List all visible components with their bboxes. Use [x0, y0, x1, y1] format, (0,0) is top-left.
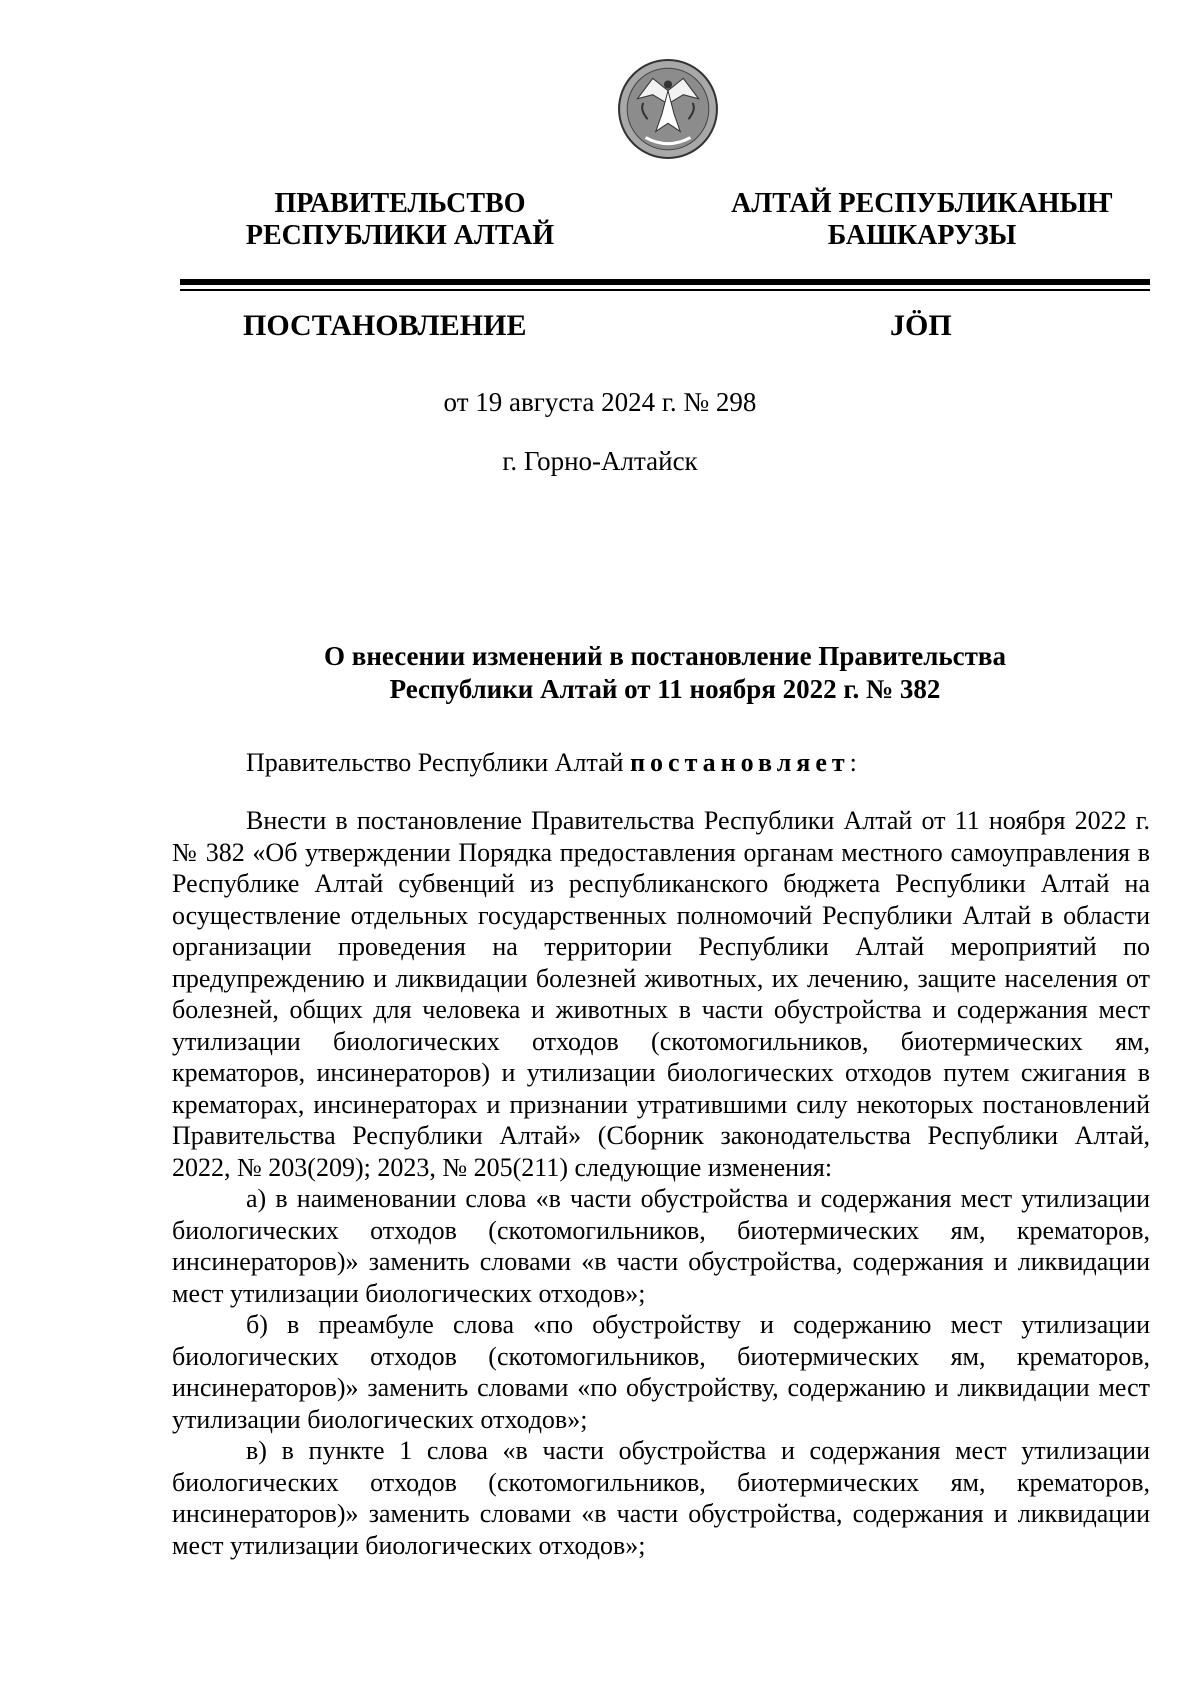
date-number: от 19 августа 2024 г. № 298	[443, 387, 757, 417]
city: г. Горно-Алтайск	[502, 446, 698, 476]
header-divider-thin	[180, 289, 1150, 291]
title-line: Республики Алтай от 11 ноября 2022 г. № 382	[389, 674, 941, 704]
document-body	[172, 805, 1150, 1561]
resolution-statement	[246, 747, 857, 779]
resolution-verb: постановляет	[630, 748, 850, 777]
body-paragraph: в) в пункте 1 слова «в части обустройства и содержания мест утилизации биологических отходов (скотомогильников, биотермических ям, крематоров, инсинераторов)» заменить словами «в части обустройства, содержания и ликвидации мест утилизации биологических отходов»;	[172, 1436, 1150, 1560]
org-name-line: БАШКАРУЗЫ	[827, 220, 1017, 251]
coat-of-arms-emblem	[617, 58, 719, 160]
org-name-altai	[722, 188, 1122, 252]
header-divider-thick	[180, 279, 1150, 285]
body-paragraph: Внести в постановление Правительства Республики Алтай от 11 ноября 2022 г. № 382 «Об утверждении Порядка предоставления органам местного самоуправления в Республике Алтай субвенций из республиканского бюджета Республики Алтай на осуществление отдельных государственных полномочий Республики Алтай в области организации проведения на территории Республики Алтай мероприятий по предупреждению и ликвидации болезней животных, их лечению, защите населения от болезней, общих для человека и животных в части обустройства и содержания мест утилизации биологических отходов (скотомогильников, биотермических ям, крематоров, инсинераторов) и утилизации биологических отходов путем сжигания в крематорах, инсинераторах и признании утратившими силу некоторых постановлений Правительства Республики Алтай» (Сборник законодательства Республики Алтай, 2022, № 203(209); 2023, № 205(211) следующие изменения:	[172, 806, 1150, 1182]
org-name-russian	[210, 188, 590, 252]
body-paragraph: б) в преамбуле слова «по обустройству и содержанию мест утилизации биологических отходов (скотомогильников, биотермических ям, крематоров, инсинераторов)» заменить словами «по обустройству, содержанию и ликвидации мест утилизации биологических отходов»;	[172, 1310, 1150, 1434]
doc-type-russian: ПОСТАНОВЛЕНИЕ	[243, 309, 527, 342]
resolution-suffix: :	[849, 748, 857, 777]
org-name-line: РЕСПУБЛИКИ АЛТАЙ	[245, 220, 555, 251]
doc-type-altai: JÖП	[890, 309, 952, 342]
resolution-prefix: Правительство Республики Алтай	[246, 748, 631, 777]
org-name-line: АЛТАЙ РЕСПУБЛИКАНЫҤ	[731, 188, 1113, 219]
body-paragraph: а) в наименовании слова «в части обустройства и содержания мест утилизации биологических отходов (скотомогильников, биотермических ям, крематоров, инсинераторов)» заменить словами «в части обустройства, содержания и ликвидации мест утилизации биологических отходов»;	[172, 1184, 1150, 1308]
document-title	[170, 640, 1160, 706]
title-line: О внесении изменений в постановление Правительства	[324, 641, 1006, 671]
org-name-line: ПРАВИТЕЛЬСТВО	[274, 188, 526, 219]
